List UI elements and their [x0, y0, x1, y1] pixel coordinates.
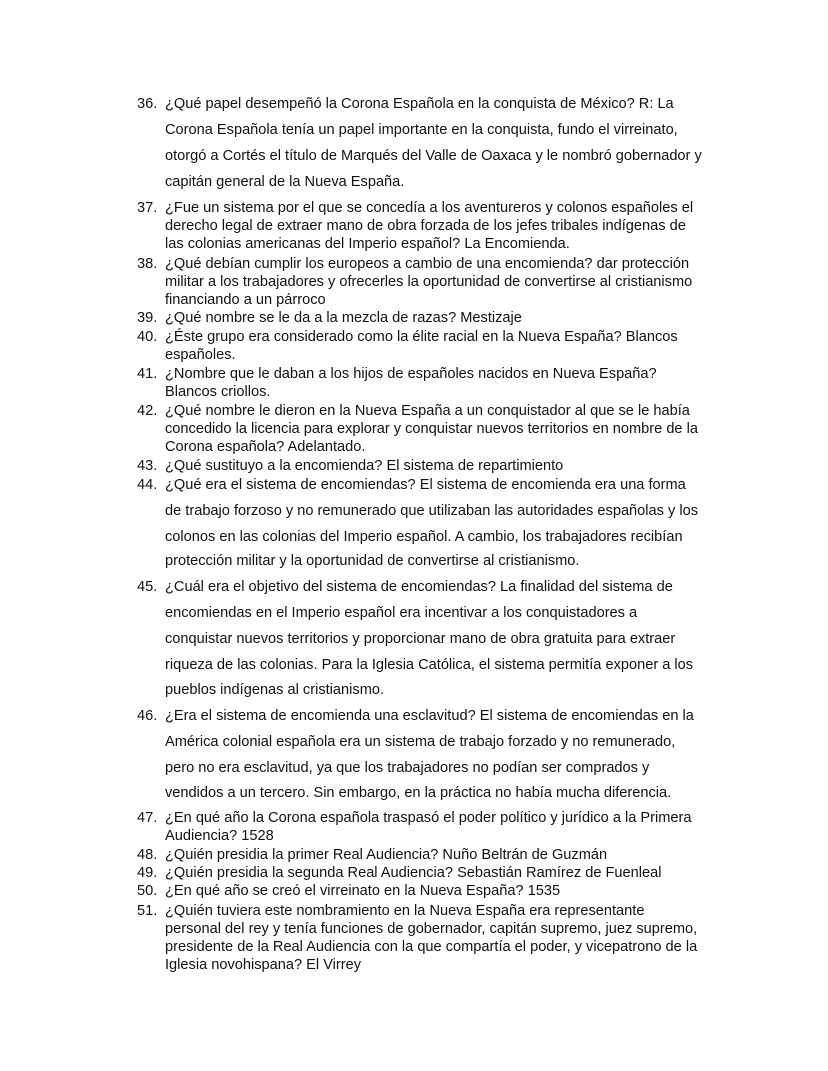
question-text-line: protección militar y la oportunidad de convertirse al cristianismo. — [165, 553, 580, 569]
question-text-line: ¿En qué año se creó el virreinato en la Nueva España? 1535 — [165, 883, 561, 899]
item-number: 51. — [137, 903, 158, 919]
question-text-line: colonos en las colonias del Imperio español. A cambio, los trabajadores recibían — [165, 529, 683, 545]
question-text-line: Corona española? Adelantado. — [165, 439, 366, 455]
item-number: 41. — [137, 366, 158, 382]
question-text-line: ¿Quién presidia la primer Real Audiencia? Nuño Beltrán de Guzmán — [165, 847, 608, 863]
question-text-line: ¿Quién tuviera este nombramiento en la Nueva España era representante — [165, 903, 645, 919]
question-text-line: personal del rey y tenía funciones de gobernador, capitán supremo, juez supremo, — [165, 921, 698, 937]
item-number: 36. — [137, 96, 158, 112]
question-text-line: de trabajo forzoso y no remunerado que utilizaban las autoridades españolas y los — [165, 503, 699, 519]
question-text-line: ¿En qué año la Corona española traspasó el poder político y jurídico a la Primera — [165, 810, 692, 826]
question-text-line: ¿Era el sistema de encomienda una esclavitud? El sistema de encomiendas en la — [165, 708, 694, 724]
question-text-line: militar a los trabajadores y ofrecerles la oportunidad de convertirse al cristianismo — [165, 274, 693, 290]
question-text-line: ¿Qué debían cumplir los europeos a cambio de una encomienda? dar protección — [165, 256, 690, 272]
question-text-line: capitán general de la Nueva España. — [165, 174, 405, 190]
item-number: 45. — [137, 579, 158, 595]
question-text-line: ¿Éste grupo era considerado como la élite racial en la Nueva España? Blancos — [165, 329, 678, 345]
item-number: 50. — [137, 883, 158, 899]
question-text-line: vendidos a un tercero. Sin embargo, en la práctica no había mucha diferencia. — [165, 785, 672, 801]
question-text-line: Blancos criollos. — [165, 384, 271, 400]
question-text-line: Iglesia novohispana? El Virrey — [165, 957, 362, 973]
question-text-line: ¿Qué era el sistema de encomiendas? El sistema de encomienda era una forma — [165, 477, 686, 493]
question-text-line: concedido la licencia para explorar y conquistar nuevos territorios en nombre de la — [165, 421, 698, 437]
item-number: 37. — [137, 200, 158, 216]
question-text-line: ¿Fue un sistema por el que se concedía a los aventureros y colonos españoles el — [165, 200, 694, 216]
question-text-line: América colonial española era un sistema de trabajo forzado y no remunerado, — [165, 734, 676, 750]
item-number: 43. — [137, 458, 158, 474]
item-number: 39. — [137, 310, 158, 326]
question-text-line: ¿Quién presidia la segunda Real Audiencia? Sebastián Ramírez de Fuenleal — [165, 865, 662, 881]
question-text-line: Corona Española tenía un papel importante en la conquista, fundo el virreinato, — [165, 122, 678, 138]
item-number: 44. — [137, 477, 158, 493]
question-text-line: conquistar nuevos territorios y proporcionar mano de obra gratuita para extraer — [165, 631, 676, 647]
question-text-line: derecho legal de extraer mano de obra forzada de los jefes tribales indígenas de — [165, 218, 686, 234]
question-text-line: riqueza de las colonias. Para la Iglesia Católica, el sistema permitía exponer a los — [165, 657, 694, 673]
question-text-line: ¿Qué nombre se le da a la mezcla de razas? Mestizaje — [165, 310, 522, 326]
item-number: 46. — [137, 708, 158, 724]
question-text-line: otorgó a Cortés el título de Marqués del Valle de Oaxaca y le nombró gobernador y — [165, 148, 702, 164]
question-text-line: financiando a un párroco — [165, 292, 326, 308]
question-text-line: las colonias americanas del Imperio español? La Encomienda. — [165, 236, 570, 252]
item-number: 49. — [137, 865, 158, 881]
question-text-line: ¿Cuál era el objetivo del sistema de encomiendas? La finalidad del sistema de — [165, 579, 673, 595]
question-text-line: presidente de la Real Audiencia con la que compartía el poder, y vicepatrono de la — [165, 939, 698, 955]
question-text-line: ¿Nombre que le daban a los hijos de españoles nacidos en Nueva España? — [165, 366, 657, 382]
item-number: 40. — [137, 329, 158, 345]
item-number: 47. — [137, 810, 158, 826]
question-text-line: pueblos indígenas al cristianismo. — [165, 682, 385, 698]
question-text-line: ¿Qué papel desempeñó la Corona Española en la conquista de México? R: La — [165, 96, 674, 112]
item-number: 38. — [137, 256, 158, 272]
question-text-line: encomiendas en el Imperio español era incentivar a los conquistadores a — [165, 605, 638, 621]
item-number: 42. — [137, 403, 158, 419]
item-number: 48. — [137, 847, 158, 863]
question-text-line: ¿Qué nombre le dieron en la Nueva España a un conquistador al que se le había — [165, 403, 690, 419]
question-text-line: pero no era esclavitud, ya que los trabajadores no podían ser comprados y — [165, 760, 650, 776]
question-text-line: españoles. — [165, 347, 236, 363]
question-text-line: ¿Qué sustituyo a la encomienda? El sistema de repartimiento — [165, 458, 564, 474]
question-text-line: Audiencia? 1528 — [165, 828, 274, 844]
